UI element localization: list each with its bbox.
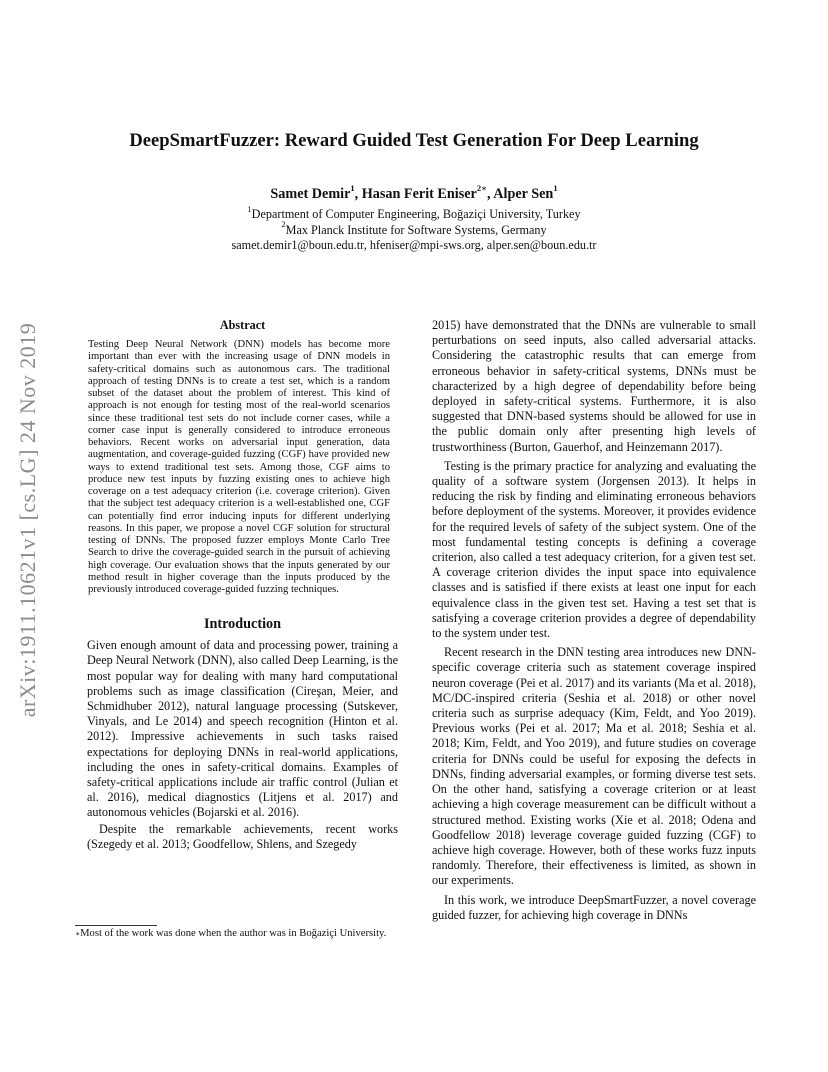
footnote-rule — [75, 925, 157, 926]
body-paragraph: Despite the remarkable achievements, recent works (Szegedy et al. 2013; Goodfellow, Shlens, and Szegedy — [87, 821, 398, 851]
body-paragraph: Testing is the primary practice for analyzing and evaluating the quality of a software system (Jorgensen 2013). It helps in reducing the risk by finding and eliminating erroneous behaviors before deployment of the systems. Moreover, it provides evidence for the required levels of safety of the subject system. One of the most fundamental testing concepts is defining a coverage criterion, also called a test adequacy criterion, for a given test set. A coverage criterion divides the input space into equivalence classes and is satisfied if there exists at least one input for each equivalence class in the given test set. Having a test set that is satisfying a coverage criterion provides a degree of dependability to the system under test. — [432, 458, 756, 641]
author-mark: 2∗ — [476, 183, 487, 194]
author-name: Samet Demir — [270, 186, 351, 202]
introduction-heading: Introduction — [204, 616, 281, 633]
body-paragraph: In this work, we introduce DeepSmartFuzzer, a novel coverage guided fuzzer, for achieving high coverage in DNNs — [432, 892, 756, 922]
body-paragraph: 2015) have demonstrated that the DNNs are vulnerable to small perturbations on seed inputs, also called adversarial attacks. Considering the catastrophic results that can emerge from erroneous behavior in safety-critical systems, DNNs must be characterized by a high degree of dependability before being deployed in safety-critical systems. Furthermore, it is also suggested that DNN-based systems should be allowed for use in the public domain only after presenting high levels of trustworthiness (Burton, Gauerhof, and Heinzemann 2017). — [432, 318, 756, 454]
affiliation-mark: 2 — [281, 219, 286, 230]
arxiv-stamp — [6, 280, 50, 760]
footnote-text: Most of the work was done when the author was in Boğaziçi University. — [80, 928, 387, 939]
right-column — [432, 318, 756, 923]
affiliation — [60, 219, 768, 239]
left-column — [87, 318, 398, 852]
author-emails: samet.demir1@boun.edu.tr, hfeniser@mpi-sws.org, alper.sen@boun.edu.tr — [231, 238, 597, 252]
paper-title: DeepSmartFuzzer: Reward Guided Test Generation For Deep Learning — [129, 130, 699, 151]
abstract-text: Testing Deep Neural Network (DNN) models has become more important than ever with the increasing usage of DNN models in safety-critical domains such as autonomous cars. The traditional approach of testing DNNs is to create a test set, which is a random subset of the dataset about the problem of interest. This kind of approach is not enough for testing most of the real-world scenarios since these traditional test sets do not include corner cases, while a corner case input is generally considered to introduce erroneous behaviors. Recent works on adversarial input generation, data augmentation, and coverage-guided fuzzing (CGF) have provided new ways to extend traditional test sets. Among those, CGF aims to produce new test inputs by fuzzing existing ones to achieve high coverage on a test adequacy criterion (i.e. coverage criterion). Given that the subject test adequacy criterion is a well-established one, CGF can potentially find error inducing inputs for different underlying reasons. In this paper, we propose a novel CGF solution for structural testing of DNNs. The proposed fuzzer employs Monte Carlo Tree Search to drive the coverage-guided search in the pursuit of achieving high coverage. Our evaluation shows that the inputs generated by our method result in higher coverage than the inputs produced by the previously introduced coverage-guided fuzzing techniques. — [88, 339, 390, 595]
author-mark: 1 — [350, 183, 355, 194]
author-name: Hasan Ferit Eniser — [361, 186, 477, 202]
affiliation-mark: 1 — [247, 203, 252, 214]
affiliation — [60, 203, 768, 223]
body-paragraph: Recent research in the DNN testing area introduces new DNN-specific coverage criteria such as statement coverage inspired neuron coverage (Pei et al. 2017) and its variants (Ma et al. 2018), MC/DC-inspired criteria (Seshia et al. 2018) or other novel criteria such as surprise adequacy (Kim, Feldt, and Yoo 2019). Previous works (Pei et al. 2017; Ma et al. 2018; Seshia et al. 2018; Kim, Feldt, and Yoo 2019), and future studies on coverage criteria for DNNs could be useful for exposing the defects in DNNs, finding adversarial examples, or forming diverse test sets. On the other hand, satisfying a coverage criterion or at least achieving a high coverage measurement can be difficult without a structured method. Existing works (Xie et al. 2018; Odena and Goodfellow 2018) leverage coverage guided fuzzing (CGF) to achieve high coverage. However, both of these works fuzz inputs randomly. Therefore, their effectiveness is limited, as shown in our experiments. — [432, 645, 756, 888]
author-name: Alper Sen — [493, 186, 554, 202]
arxiv-stamp-text: arXiv:1911.10621v1 [cs.LG] 24 Nov 2019 — [15, 322, 40, 718]
footnote-mark: ∗ — [75, 929, 81, 938]
body-paragraph: Given enough amount of data and processing power, training a Deep Neural Network (DNN), also called Deep Learning, is the most popular way for dealing with many hard computational problems such as image classification (Cireşan, Meier, and Schmidhuber 2012), natural language processing (Sutskever, Vinyals, and Le 2014) and speech recognition (Hinton et al. 2012). Impressive achievements in such tasks raised expectations for deploying DNNs in real-world applications, including the ones in safety-critical domains. Examples of safety-critical applications include air traffic control (Julian et al. 2016), medical diagnostics (Litjens et al. 2017) and autonomous vehicles (Bojarski et al. 2016). — [87, 638, 399, 820]
author-mark: 1 — [553, 183, 558, 194]
affiliation-text: Max Planck Institute for Software Systems, Germany — [285, 222, 547, 237]
footnote — [75, 928, 398, 941]
abstract-heading: Abstract — [219, 318, 266, 332]
affiliation-text: Department of Computer Engineering, Boğaziçi University, Turkey — [251, 207, 581, 221]
author-list: Samet Demir$^1$, Hasan Ferit Eniser$^{2∗}$, Alper Sen$^1$ — [270, 183, 558, 202]
affiliations — [60, 203, 768, 254]
